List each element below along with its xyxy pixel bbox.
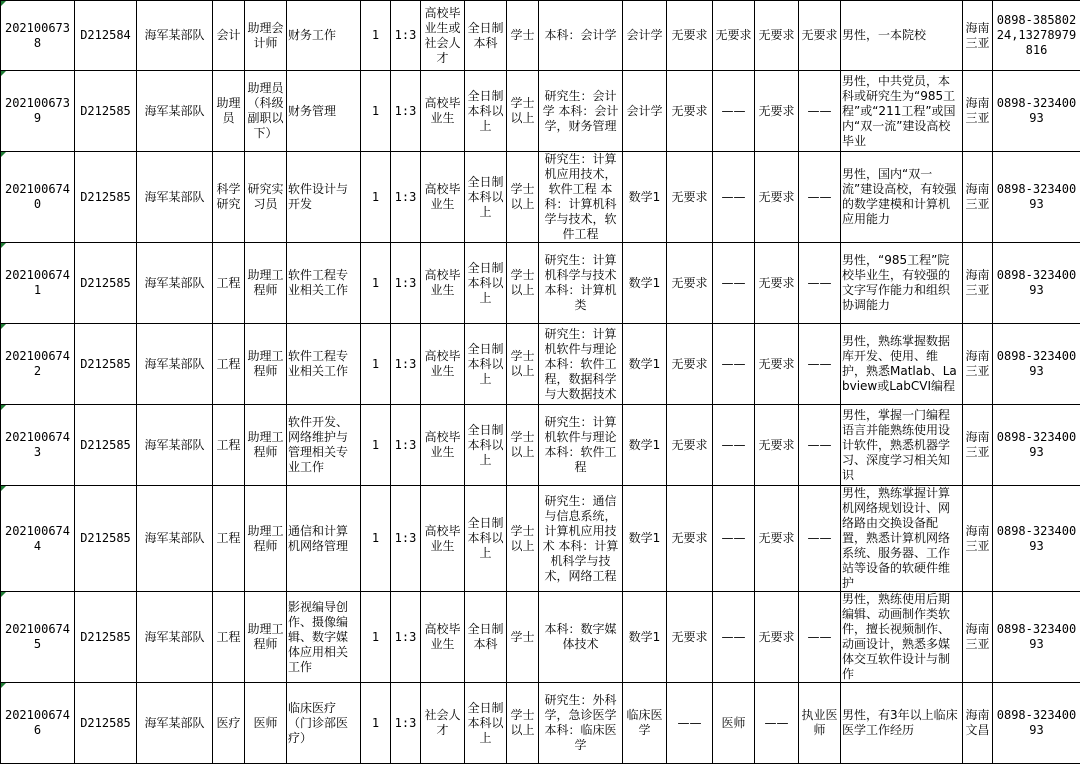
cell-degree: 学士以上 xyxy=(507,324,539,405)
cell-location: 海南三亚 xyxy=(963,1,993,71)
cell-position: 研究实习员 xyxy=(245,152,287,243)
cell-req1: —— xyxy=(667,683,713,764)
cell-code: D212585 xyxy=(75,486,137,592)
cell-duty: 通信和计算机网络管理 xyxy=(287,486,361,592)
cell-unit: 海军某部队 xyxy=(137,592,213,683)
cell-unit: 海军某部队 xyxy=(137,486,213,592)
cell-location: 海南三亚 xyxy=(963,243,993,324)
cell-phone: 0898-32340093 xyxy=(993,405,1080,486)
cell-code: D212585 xyxy=(75,152,137,243)
cell-source: 高校毕业生 xyxy=(421,71,465,152)
cell-id: 2021006742 xyxy=(1,324,75,405)
cell-position: 助理员（科级副职以下） xyxy=(245,71,287,152)
cell-req1: 无要求 xyxy=(667,592,713,683)
cell-req3: 无要求 xyxy=(755,152,799,243)
cell-ratio: 1:3 xyxy=(391,243,421,324)
cell-other: 男性，“985工程”院校毕业生，有较强的文字写作能力和组织协调能力 xyxy=(841,243,963,324)
cell-major: 研究生：计算机软件与理论 本科：软件工程，数据科学与大数据技术 xyxy=(539,324,623,405)
cell-ratio: 1:3 xyxy=(391,324,421,405)
cell-req1: 无要求 xyxy=(667,1,713,71)
cell-edu-form: 全日制本科以上 xyxy=(465,683,507,764)
cell-req2: 医师 xyxy=(713,683,755,764)
cell-req4: —— xyxy=(799,71,841,152)
cell-count: 1 xyxy=(361,592,391,683)
cell-req1: 无要求 xyxy=(667,324,713,405)
cell-degree: 学士 xyxy=(507,1,539,71)
cell-phone: 0898-32340093 xyxy=(993,243,1080,324)
cell-other: 男性，一本院校 xyxy=(841,1,963,71)
cell-unit: 海军某部队 xyxy=(137,152,213,243)
cell-duty: 财务工作 xyxy=(287,1,361,71)
cell-id: 2021006744 xyxy=(1,486,75,592)
cell-phone: 0898-38580224,13278979816 xyxy=(993,1,1080,71)
cell-category: 助理员 xyxy=(213,71,245,152)
cell-edu-form: 全日制本科 xyxy=(465,1,507,71)
table-row xyxy=(1,1,1080,71)
cell-id: 2021006745 xyxy=(1,592,75,683)
cell-req3: 无要求 xyxy=(755,71,799,152)
cell-exam: 数学1 xyxy=(623,152,667,243)
cell-phone: 0898-32340093 xyxy=(993,152,1080,243)
cell-phone: 0898-32340093 xyxy=(993,324,1080,405)
cell-location: 海南文昌 xyxy=(963,683,993,764)
cell-source: 高校毕业生 xyxy=(421,152,465,243)
cell-major: 研究生：通信与信息系统，计算机应用技术 本科：计算机科学与技术，网络工程 xyxy=(539,486,623,592)
cell-location: 海南三亚 xyxy=(963,592,993,683)
cell-source: 高校毕业生或社会人才 xyxy=(421,1,465,71)
cell-count: 1 xyxy=(361,683,391,764)
cell-source: 高校毕业生 xyxy=(421,486,465,592)
cell-category: 工程 xyxy=(213,486,245,592)
cell-major: 研究生：计算机科学与技术 本科：计算机类 xyxy=(539,243,623,324)
cell-phone: 0898-32340093 xyxy=(993,683,1080,764)
cell-req4: —— xyxy=(799,243,841,324)
cell-id: 2021006739 xyxy=(1,71,75,152)
cell-unit: 海军某部队 xyxy=(137,71,213,152)
cell-phone: 0898-32340093 xyxy=(993,592,1080,683)
cell-position: 助理会计师 xyxy=(245,1,287,71)
cell-major: 本科：数字媒体技术 xyxy=(539,592,623,683)
cell-count: 1 xyxy=(361,243,391,324)
cell-req2: —— xyxy=(713,592,755,683)
cell-source: 高校毕业生 xyxy=(421,324,465,405)
cell-location: 海南三亚 xyxy=(963,324,993,405)
cell-major: 研究生：计算机应用技术，软件工程 本科：计算机科学与技术，软件工程 xyxy=(539,152,623,243)
cell-id: 2021006738 xyxy=(1,1,75,71)
table-row xyxy=(1,152,1080,243)
cell-edu-form: 全日制本科以上 xyxy=(465,486,507,592)
cell-source: 高校毕业生 xyxy=(421,592,465,683)
cell-req1: 无要求 xyxy=(667,71,713,152)
cell-req3: 无要求 xyxy=(755,1,799,71)
cell-ratio: 1:3 xyxy=(391,486,421,592)
cell-edu-form: 全日制本科以上 xyxy=(465,405,507,486)
table-row xyxy=(1,592,1080,683)
cell-req2: —— xyxy=(713,152,755,243)
cell-exam: 数学1 xyxy=(623,486,667,592)
cell-edu-form: 全日制本科以上 xyxy=(465,324,507,405)
cell-position: 助理工程师 xyxy=(245,324,287,405)
cell-edu-form: 全日制本科以上 xyxy=(465,243,507,324)
cell-req1: 无要求 xyxy=(667,152,713,243)
cell-duty: 软件工程专业相关工作 xyxy=(287,243,361,324)
cell-code: D212585 xyxy=(75,683,137,764)
cell-exam: 数学1 xyxy=(623,324,667,405)
cell-edu-form: 全日制本科 xyxy=(465,592,507,683)
cell-position: 助理工程师 xyxy=(245,243,287,324)
cell-count: 1 xyxy=(361,152,391,243)
cell-exam: 数学1 xyxy=(623,592,667,683)
cell-duty: 软件开发、网络维护与管理相关专业工作 xyxy=(287,405,361,486)
cell-code: D212585 xyxy=(75,592,137,683)
cell-unit: 海军某部队 xyxy=(137,243,213,324)
cell-req4: —— xyxy=(799,486,841,592)
cell-unit: 海军某部队 xyxy=(137,324,213,405)
cell-degree: 学士以上 xyxy=(507,71,539,152)
cell-category: 科学研究 xyxy=(213,152,245,243)
cell-ratio: 1:3 xyxy=(391,592,421,683)
cell-other: 男性，熟练掌握计算机网络规划设计、网络路由交换设备配置，熟悉计算机网络系统、服务器、工作站等设备的软硬件维护 xyxy=(841,486,963,592)
cell-position: 医师 xyxy=(245,683,287,764)
cell-duty: 影视编导创作、摄像编辑、数字媒体应用相关工作 xyxy=(287,592,361,683)
cell-req3: —— xyxy=(755,683,799,764)
cell-id: 2021006741 xyxy=(1,243,75,324)
cell-category: 工程 xyxy=(213,243,245,324)
cell-other: 男性，中共党员，本科或研究生为“985工程”或“211工程”或国内“双一流”建设高校毕业 xyxy=(841,71,963,152)
cell-major: 本科：会计学 xyxy=(539,1,623,71)
cell-category: 工程 xyxy=(213,324,245,405)
cell-req3: 无要求 xyxy=(755,243,799,324)
cell-other: 男性，有3年以上临床医学工作经历 xyxy=(841,683,963,764)
cell-category: 工程 xyxy=(213,405,245,486)
cell-exam: 临床医学 xyxy=(623,683,667,764)
cell-code: D212585 xyxy=(75,71,137,152)
cell-major: 研究生：外科学，急诊医学 本科：临床医学 xyxy=(539,683,623,764)
cell-other: 男性，熟练掌握数据库开发、使用、维护，熟悉Matlab、Labview或LabCVI编程 xyxy=(841,324,963,405)
cell-location: 海南三亚 xyxy=(963,405,993,486)
cell-other: 男性，国内“双一流”建设高校，有较强的数学建模和计算机应用能力 xyxy=(841,152,963,243)
cell-unit: 海军某部队 xyxy=(137,405,213,486)
cell-id: 2021006746 xyxy=(1,683,75,764)
cell-exam: 数学1 xyxy=(623,405,667,486)
table-row xyxy=(1,486,1080,592)
cell-count: 1 xyxy=(361,1,391,71)
cell-source: 高校毕业生 xyxy=(421,243,465,324)
cell-location: 海南三亚 xyxy=(963,152,993,243)
cell-category: 会计 xyxy=(213,1,245,71)
cell-code: D212585 xyxy=(75,324,137,405)
cell-req4: —— xyxy=(799,592,841,683)
cell-req4: 执业医师 xyxy=(799,683,841,764)
cell-position: 助理工程师 xyxy=(245,405,287,486)
cell-id: 2021006743 xyxy=(1,405,75,486)
cell-unit: 海军某部队 xyxy=(137,1,213,71)
cell-req2: —— xyxy=(713,486,755,592)
cell-req4: 无要求 xyxy=(799,1,841,71)
cell-position: 助理工程师 xyxy=(245,592,287,683)
cell-edu-form: 全日制本科以上 xyxy=(465,152,507,243)
cell-unit: 海军某部队 xyxy=(137,683,213,764)
cell-other: 男性，掌握一门编程语言并能熟练使用设计软件，熟悉机器学习、深度学习相关知识 xyxy=(841,405,963,486)
cell-exam: 会计学 xyxy=(623,71,667,152)
cell-degree: 学士 xyxy=(507,592,539,683)
cell-req2: —— xyxy=(713,71,755,152)
cell-count: 1 xyxy=(361,324,391,405)
cell-req4: —— xyxy=(799,405,841,486)
cell-source: 高校毕业生 xyxy=(421,405,465,486)
cell-req1: 无要求 xyxy=(667,405,713,486)
cell-ratio: 1:3 xyxy=(391,152,421,243)
cell-req3: 无要求 xyxy=(755,405,799,486)
cell-req3: 无要求 xyxy=(755,486,799,592)
cell-category: 医疗 xyxy=(213,683,245,764)
cell-degree: 学士以上 xyxy=(507,683,539,764)
cell-degree: 学士以上 xyxy=(507,486,539,592)
cell-count: 1 xyxy=(361,405,391,486)
cell-count: 1 xyxy=(361,486,391,592)
cell-req4: —— xyxy=(799,152,841,243)
cell-req2: —— xyxy=(713,324,755,405)
cell-degree: 学士以上 xyxy=(507,243,539,324)
cell-ratio: 1:3 xyxy=(391,1,421,71)
cell-major: 研究生：计算机软件与理论 本科：软件工程 xyxy=(539,405,623,486)
cell-location: 海南三亚 xyxy=(963,71,993,152)
cell-degree: 学士以上 xyxy=(507,405,539,486)
cell-code: D212584 xyxy=(75,1,137,71)
cell-major: 研究生：会计学 本科：会计学，财务管理 xyxy=(539,71,623,152)
cell-ratio: 1:3 xyxy=(391,71,421,152)
table-row xyxy=(1,683,1080,764)
cell-req3: 无要求 xyxy=(755,592,799,683)
cell-category: 工程 xyxy=(213,592,245,683)
cell-exam: 数学1 xyxy=(623,243,667,324)
table-row xyxy=(1,324,1080,405)
cell-phone: 0898-32340093 xyxy=(993,486,1080,592)
cell-exam: 会计学 xyxy=(623,1,667,71)
cell-req1: 无要求 xyxy=(667,486,713,592)
cell-ratio: 1:3 xyxy=(391,405,421,486)
table-row xyxy=(1,71,1080,152)
cell-other: 男性，熟练使用后期编辑、动画制作类软件，擅长视频制作、动画设计，熟悉多媒体交互软件设计与制作 xyxy=(841,592,963,683)
cell-duty: 财务管理 xyxy=(287,71,361,152)
cell-req2: —— xyxy=(713,405,755,486)
cell-code: D212585 xyxy=(75,243,137,324)
cell-degree: 学士以上 xyxy=(507,152,539,243)
cell-req4: —— xyxy=(799,324,841,405)
cell-req2: 无要求 xyxy=(713,1,755,71)
cell-phone: 0898-32340093 xyxy=(993,71,1080,152)
cell-count: 1 xyxy=(361,71,391,152)
cell-id: 2021006740 xyxy=(1,152,75,243)
cell-source: 社会人才 xyxy=(421,683,465,764)
table-row xyxy=(1,405,1080,486)
cell-duty: 临床医疗（门诊部医疗） xyxy=(287,683,361,764)
cell-position: 助理工程师 xyxy=(245,486,287,592)
table-row xyxy=(1,243,1080,324)
cell-req3: 无要求 xyxy=(755,324,799,405)
cell-duty: 软件设计与开发 xyxy=(287,152,361,243)
cell-ratio: 1:3 xyxy=(391,683,421,764)
cell-req1: 无要求 xyxy=(667,243,713,324)
cell-req2: —— xyxy=(713,243,755,324)
cell-location: 海南三亚 xyxy=(963,486,993,592)
cell-code: D212585 xyxy=(75,405,137,486)
cell-duty: 软件工程专业相关工作 xyxy=(287,324,361,405)
cell-edu-form: 全日制本科以上 xyxy=(465,71,507,152)
